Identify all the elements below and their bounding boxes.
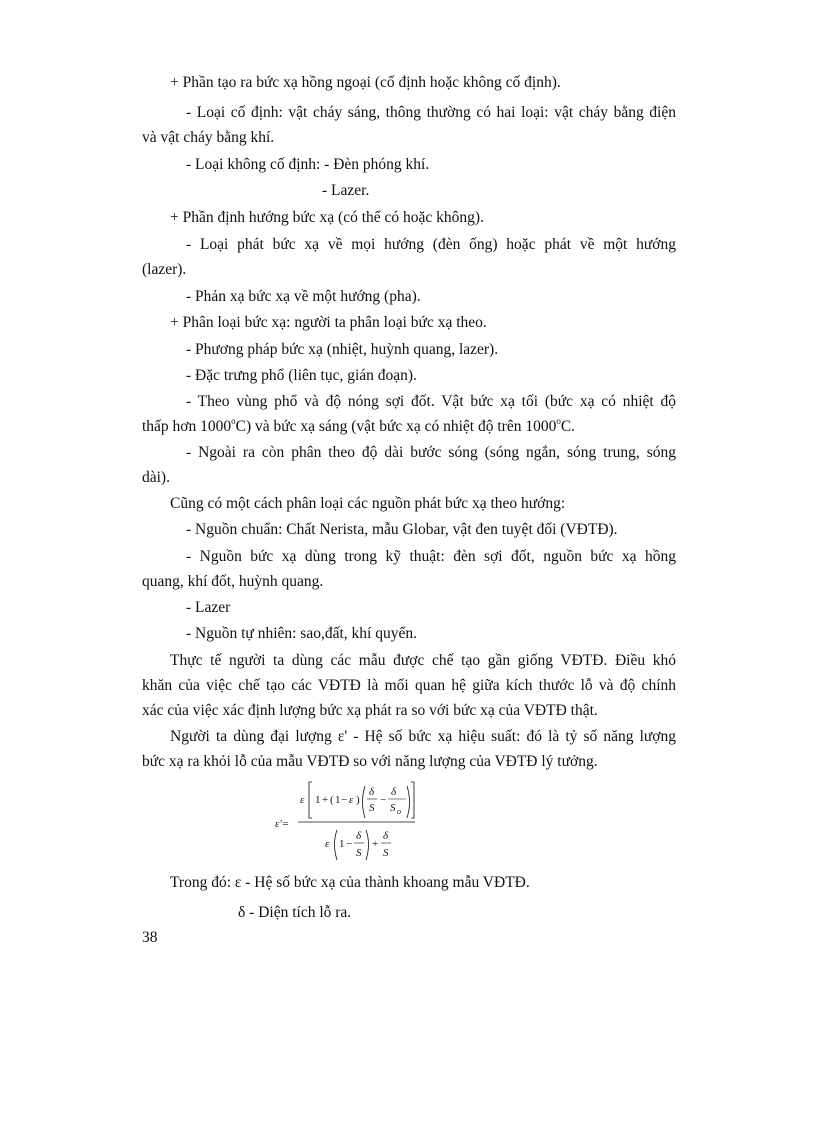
text-line: khăn của việc chế tạo các VĐTĐ là mối quan hệ giữa kích thước lỗ và độ chính xyxy=(142,677,676,694)
formula-one: 1 xyxy=(315,794,321,806)
text-line: bức xạ ra khỏi lỗ của mẫu VĐTĐ so với năng lượng của VĐTĐ lý tưởng. xyxy=(142,753,598,770)
text-line: - Ngoài ra còn phân theo độ dài bước sóng (sóng ngắn, sóng trung, sóng xyxy=(186,444,676,461)
text-segment: C. xyxy=(560,418,576,435)
text-line: - Lazer xyxy=(186,599,231,616)
text-line: - Nguồn chuẩn: Chất Nerista, mẫu Globar, vật đen tuyệt đối (VĐTĐ). xyxy=(186,521,618,538)
formula-S: S xyxy=(356,847,362,859)
text-line: - Nguồn tự nhiên: sao,đất, khí quyển. xyxy=(186,625,417,642)
formula-minus: − xyxy=(341,794,348,806)
text-line: - Lazer. xyxy=(322,182,370,199)
text-line: - Đặc trưng phổ (liên tục, gián đoạn). xyxy=(186,367,417,384)
text-line: + Phần định hướng bức xạ (có thể có hoặc không). xyxy=(170,209,484,226)
formula-delta: δ xyxy=(391,786,397,798)
text-line: - Phương pháp bức xạ (nhiệt, huỳnh quang, lazer). xyxy=(186,341,499,358)
formula-plus: + xyxy=(372,838,379,850)
text-line: - Nguồn bức xạ dùng trong kỹ thuật: đèn sợi đốt, nguồn bức xạ hồng xyxy=(186,548,676,565)
text-line: - Loại cố định: vật cháy sáng, thông thường có hai loại: vật cháy bằng điện xyxy=(186,104,676,121)
text-line: quang, khí đốt, huỳnh quang. xyxy=(142,573,324,590)
formula-S: S xyxy=(383,847,389,859)
text-line: Thực tế người ta dùng các mẫu được chế tạo gần giống VĐTĐ. Điều khó xyxy=(170,652,676,669)
formula-eps: ε xyxy=(300,794,305,806)
degree-sup: o xyxy=(231,415,236,426)
formula-S0: S xyxy=(390,802,396,814)
text-line: dài). xyxy=(142,469,170,486)
formula-eps: ε xyxy=(349,794,354,806)
text-line: Cũng có một cách phân loại các nguồn phát bức xạ theo hướng: xyxy=(170,495,566,512)
text-line: Người ta dùng đại lượng ε' - Hệ số bức xạ hiệu suất: đó là tỷ số năng lượng xyxy=(170,728,676,745)
degree-sup: o xyxy=(556,415,561,426)
formula-paren: ) xyxy=(356,794,360,806)
text-line: (lazer). xyxy=(142,261,187,278)
formula-eps: ε xyxy=(325,838,330,850)
text-line: δ - Diện tích lỗ ra. xyxy=(238,904,352,921)
text-line: - Phản xạ bức xạ về một hướng (pha). xyxy=(186,288,421,305)
formula-delta: δ xyxy=(369,786,375,798)
text-segment: thấp hơn 1000 xyxy=(142,418,232,435)
formula-minus: − xyxy=(380,794,387,806)
emissivity-formula xyxy=(270,750,430,865)
text-line: + Phân loại bức xạ: người ta phân loại bức xạ theo. xyxy=(170,314,487,331)
text-line: - Loại không cố định: - Đèn phóng khí. xyxy=(186,156,430,173)
text-line: - Theo vùng phổ và độ nóng sợi đốt. Vật bức xạ tối (bức xạ có nhiệt độ xyxy=(186,393,676,410)
text-line: và vật cháy bằng khí. xyxy=(142,129,275,146)
text-line: - Loại phát bức xạ về mọi hướng (đèn ống) hoặc phát về một hướng xyxy=(186,236,676,253)
formula-one: 1 xyxy=(339,838,345,850)
formula-one: 1 xyxy=(335,794,341,806)
page-number: 38 xyxy=(142,929,158,946)
text-line xyxy=(142,415,576,436)
formula-lhs: ε'= xyxy=(275,818,290,830)
formula-delta: δ xyxy=(356,830,362,842)
text-segment: C) và bức xạ sáng (vật bức xạ có nhiệt độ trên 1000 xyxy=(235,418,557,435)
formula-S: S xyxy=(369,802,375,814)
formula-paren: ( xyxy=(330,794,334,806)
text-line: Trong đó: ε - Hệ số bức xạ của thành khoang mẫu VĐTĐ. xyxy=(170,874,530,891)
formula-plus: + xyxy=(322,794,329,806)
formula-minus: − xyxy=(346,838,353,850)
formula-delta: δ xyxy=(383,830,389,842)
text-line: xác của việc xác định lượng bức xạ phát ra so với bức xạ của VĐTĐ thật. xyxy=(142,702,598,719)
text-line: + Phần tạo ra bức xạ hồng ngoại (cố định hoặc không cố định). xyxy=(170,74,561,91)
formula-sub-o: o xyxy=(397,807,401,816)
